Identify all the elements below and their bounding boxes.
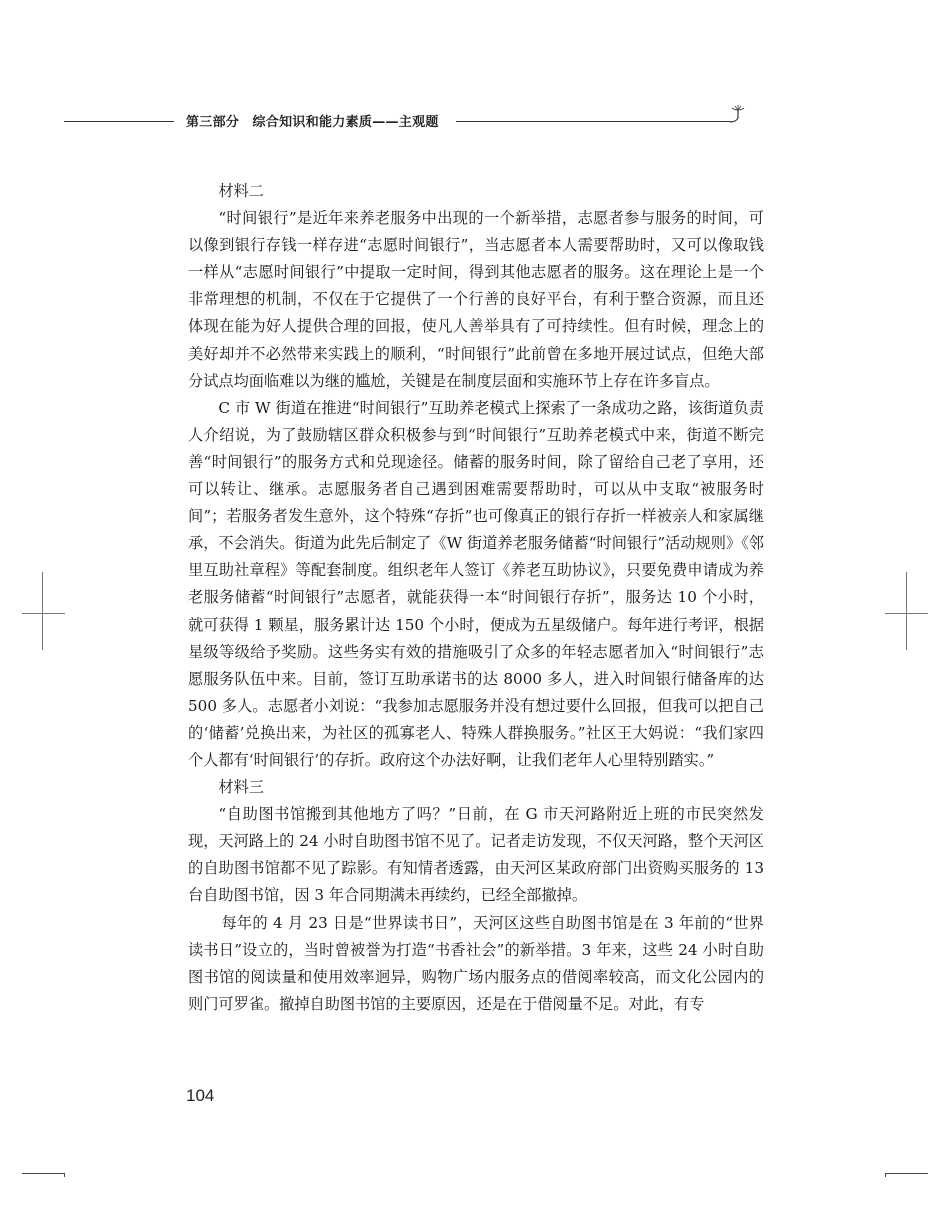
- section-title: 第三部分 综合知识和能力素质——主观题: [186, 115, 439, 130]
- paragraph: “自助图书馆搬到其他地方了吗？”日前，在 G 市天河路附近上班的市民突然发现，天河路上的 24 小时自助图书馆不见了。记者走访发现，不仅天河路，整个天河区的自助图书馆都不见了踪影。有知情者透露，由天河区某政府部门出资购买服务的 13 台自助图书馆，因 3 年合同期满未再续约，已经全部撤掉。: [188, 805, 764, 905]
- material-two-heading: 材料二: [218, 182, 264, 200]
- running-header: [64, 108, 754, 132]
- header-rule-right: [456, 121, 731, 122]
- trim-tick-bottom-left: [64, 1173, 65, 1177]
- crop-mark-right-vertical: [906, 572, 907, 650]
- body-text: [188, 178, 764, 1018]
- crop-mark-left-horizontal: [22, 613, 65, 614]
- material-three-heading: 材料三: [218, 778, 264, 797]
- ornament-icon: [730, 100, 754, 124]
- paragraph: C 市 W 街道在推进“时间银行”互助养老模式上探索了一条成功之路，该街道负责人介绍说，为了鼓励辖区群众积极参与到“时间银行”互助养老模式中来，街道不断完善“时间银行”的服务方式和兑现途径。储蓄的服务时间，除了留给自己老了享用，还可以转让、继承。志愿服务者自己遇到困难需要帮助时，可以从中支取“被服务时间”；若服务者发生意外，这个特殊“存折”也可像真正的银行存折一样被亲人和家属继承，不会消失。街道为此先后制定了《W 街道养老服务储蓄“时间银行”活动规则》《邻里互助社章程》等配套制度。组织老年人签订《养老互助协议》，只要免费申请成为养老服务储蓄“时间银行”志愿者，就能获得一本“时间银行存折”，服务达 10 个小时，就可获得 1 颗星，服务累计达 150 个小时，便成为五星级储户。每年进行考评，根据星级等级给予奖励。这些务实有效的措施吸引了众多的年轻志愿者加入“时间银行”志愿服务队伍中来。目前，签订互助承诺书的达 8000 多人，进入时间银行储备库的达 500 多人。志愿者小刘说：“我参加志愿服务并没有想过要什么回报，但我可以把自己的‘储蓄’兑换出来，为社区的孤寡老人、特殊人群换服务。”社区王大妈说：“我们家四个人都有‘时间银行’的存折。政府这个办法好啊，让我们老年人心里特别踏实。”: [188, 398, 764, 769]
- paragraph: “时间银行”是近年来养老服务中出现的一个新举措，志愿者参与服务的时间，可以像到银行存钱一样存进“志愿时间银行”，当志愿者本人需要帮助时，又可以像取钱一样从“志愿时间银行”中提取一定时间，得到其他志愿者的服务。这在理论上是一个非常理想的机制，不仅在于它提供了一个行善的良好平台，有利于整合资源，而且还体现在能为好人提供合理的回报，使凡人善举具有了可持续性。但有时候，理念上的美好却并不必然带来实践上的顺利，“时间银行”此前曾在多地开展过试点，但绝大部分试点均面临难以为继的尴尬，关键是在制度层面和实施环节上存在许多盲点。: [188, 209, 764, 390]
- trim-mark-bottom-right: [885, 1173, 928, 1174]
- crop-mark-right-horizontal: [885, 613, 928, 614]
- header-rule-left: [64, 121, 174, 122]
- paragraph: 每年的 4 月 23 日是“世界读书日”，天河区这些自助图书馆是在 3 年前的“世界读书日”设立的，当时曾被誉为打造“书香社会”的新举措。3 年来，这些 24 小时自助图书馆的阅读量和使用效率迥异，购物广场内服务点的借阅率较高，而文化公园内的则门可罗雀。撤掉自助图书馆的主要原因，还是在于借阅量不足。对此，有专: [188, 913, 764, 1013]
- trim-mark-bottom-left: [22, 1173, 65, 1174]
- trim-tick-bottom-right: [885, 1173, 886, 1177]
- crop-mark-left-vertical: [42, 572, 43, 650]
- page-number: 104: [186, 1086, 215, 1105]
